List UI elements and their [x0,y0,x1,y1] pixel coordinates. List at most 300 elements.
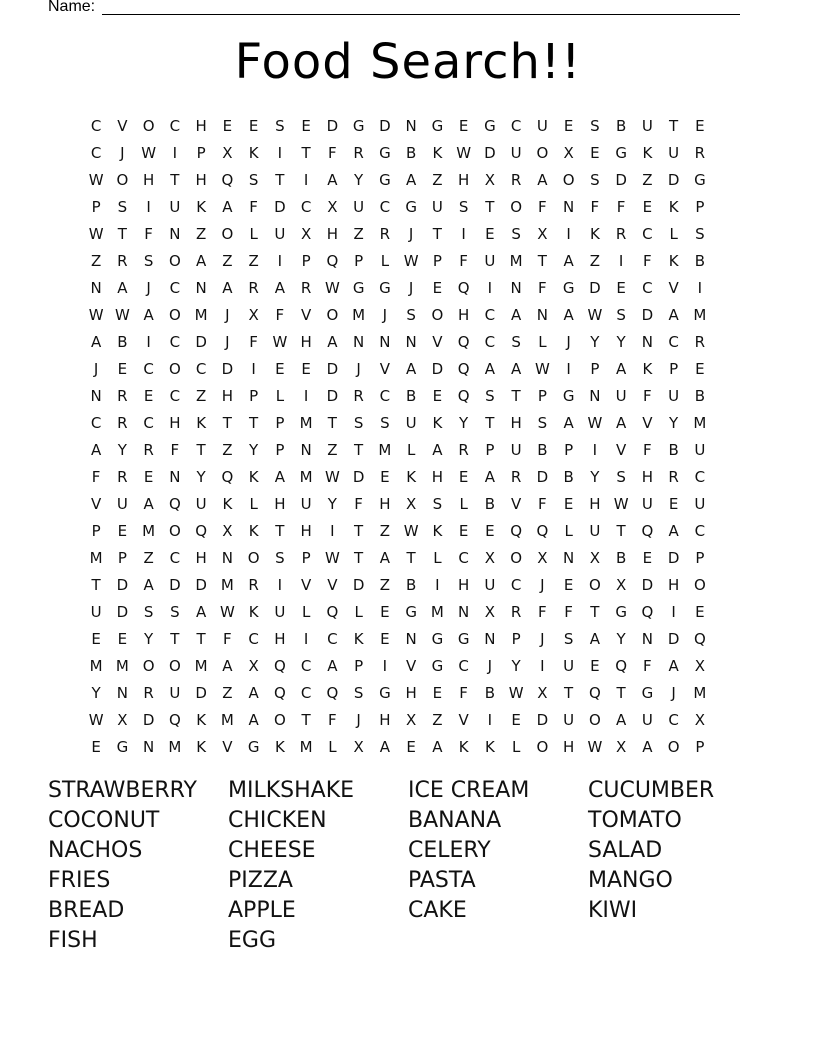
grid-letter: R [143,684,154,703]
grid-letter: I [435,576,440,595]
grid-letter: R [117,386,128,405]
grid-letter: G [116,738,129,757]
grid-letter: X [248,657,259,676]
grid-letter: K [642,143,653,162]
grid-letter: W [613,494,629,513]
grid-letter: X [327,197,338,216]
grid-letter: Z [222,684,233,703]
grid-letter: M [299,467,313,486]
grid-letter: C [300,657,312,676]
grid-letter: C [379,197,391,216]
grid-letter: T [301,143,311,162]
grid-letter: P [669,359,679,378]
grid-letter: L [433,549,442,568]
grid-letter: C [300,684,312,703]
grid-letter: W [272,332,288,351]
grid-letter: M [194,657,208,676]
grid-letter: S [353,413,364,432]
word-list-item: NACHOS [48,838,143,863]
grid-letter: A [589,630,600,649]
grid-letter: S [143,251,154,270]
grid-letter: U [641,494,653,513]
grid-letter: C [510,576,522,595]
grid-letter: A [143,305,154,324]
grid-letter: X [615,576,627,595]
grid-letter: Y [669,413,679,432]
grid-letter: O [510,197,523,216]
grid-letter: G [379,684,391,703]
grid-letter: Q [168,711,181,730]
grid-letter: F [616,197,626,216]
grid-letter: W [88,305,104,324]
grid-letter: X [484,603,496,622]
grid-letter: E [563,576,574,595]
grid-letter: W [324,278,340,297]
grid-letter: Q [588,684,601,703]
grid-letter: F [459,684,468,703]
grid-letter: E [511,711,521,730]
grid-letter: W [219,603,235,622]
grid-row [83,409,713,436]
grid-letter: V [300,305,312,324]
grid-letter: W [88,711,104,730]
grid-letter: H [195,170,207,189]
grid-letter: Q [510,521,523,540]
grid-letter: B [484,684,496,703]
grid-letter: U [510,440,522,459]
grid-letter: K [484,738,495,757]
grid-letter: U [589,521,601,540]
grid-letter: T [301,711,311,730]
grid-letter: G [562,386,575,405]
grid-letter: F [328,711,337,730]
grid-letter: Q [641,603,654,622]
grid-letter: Y [590,332,600,351]
grid-letter: G [405,197,417,216]
grid-letter: C [510,116,522,135]
grid-letter: A [117,278,128,297]
grid-letter: C [668,711,679,730]
grid-letter: E [642,549,653,568]
grid-letter: E [563,116,574,135]
grid-letter: T [485,413,495,432]
grid-letter: A [248,684,259,703]
grid-letter: H [379,711,391,730]
grid-letter: P [301,251,311,270]
grid-row [83,193,713,220]
grid-letter: I [277,576,283,595]
grid-letter: T [590,603,600,622]
grid-letter: E [458,521,469,540]
grid-letter: P [485,440,495,459]
grid-letter: M [693,684,707,703]
grid-row [83,274,713,301]
grid-letter: E [642,197,653,216]
grid-letter: D [274,197,286,216]
word-list-item: COCONUT [48,808,160,833]
grid-letter: T [91,576,101,595]
grid-letter: A [615,413,627,432]
grid-letter: W [508,684,524,703]
grid-letter: A [327,170,338,189]
grid-letter: O [168,305,181,324]
grid-letter: H [195,116,207,135]
grid-letter: L [669,224,678,243]
grid-letter: K [458,738,469,757]
grid-letter: H [457,576,470,595]
grid-letter: C [169,386,181,405]
grid-letter: Y [249,440,259,459]
page-title: Food Search!! [234,34,582,90]
grid-letter: J [540,576,545,595]
grid-letter: C [642,224,653,243]
grid-letter: P [537,386,547,405]
word-list-item: PIZZA [228,868,293,893]
grid-letter: T [669,116,679,135]
grid-letter: X [405,711,417,730]
grid-letter: D [195,576,207,595]
grid-letter: B [405,576,417,595]
grid-letter: C [195,359,207,378]
grid-letter: Y [616,630,626,649]
grid-letter: I [618,251,624,270]
grid-letter: O [221,224,234,243]
word-list-item: APPLE [228,898,296,923]
grid-row [83,707,713,734]
grid-letter: K [222,494,233,513]
grid-letter: J [566,332,571,351]
grid-letter: R [300,278,312,297]
grid-letter: U [116,494,128,513]
grid-letter: Y [354,170,364,189]
grid-letter: I [671,603,676,622]
grid-letter: T [432,224,442,243]
grid-letter: V [510,494,522,513]
grid-row [83,653,713,680]
grid-letter: J [93,359,99,378]
grid-letter: Z [222,440,233,459]
grid-letter: G [615,143,627,162]
grid-letter: M [168,738,182,757]
grid-letter: X [563,143,574,162]
grid-letter: E [695,116,705,135]
grid-letter: A [90,440,102,459]
grid-letter: A [615,359,627,378]
grid-letter: Z [222,251,233,270]
grid-letter: D [641,576,654,595]
grid-letter: F [643,657,652,676]
name-label: Name: [48,0,96,15]
grid-letter: D [379,116,391,135]
grid-letter: A [563,251,574,270]
grid-letter: A [90,332,102,351]
grid-letter: I [461,224,466,243]
grid-letter: M [220,576,234,595]
grid-letter: H [379,494,391,513]
grid-letter: H [641,467,654,486]
grid-letter: T [354,521,364,540]
grid-letter: S [432,494,443,513]
grid-letter: W [88,224,104,243]
grid-letter: T [537,251,547,270]
grid-letter: G [379,278,391,297]
grid-letter: S [563,630,574,649]
grid-letter: E [91,738,101,757]
grid-letter: C [169,332,181,351]
grid-letter: H [457,305,470,324]
grid-letter: J [671,684,676,703]
grid-row [83,301,713,328]
grid-letter: G [457,630,470,649]
grid-letter: X [353,738,364,757]
grid-letter: P [354,251,364,270]
grid-row [83,355,713,382]
word-list-item: FRIES [48,868,111,893]
grid-row [83,463,713,490]
grid-letter: H [667,576,680,595]
grid-letter: B [117,332,128,351]
grid-letter: N [484,630,496,649]
grid-letter: A [537,170,548,189]
grid-letter: Z [195,224,207,243]
grid-letter: R [458,440,469,459]
grid-letter: S [170,603,180,622]
grid-letter: Z [432,170,443,189]
grid-letter: P [511,630,521,649]
grid-letter: D [221,359,234,378]
grid-letter: L [564,521,573,540]
grid-letter: N [300,440,312,459]
grid-letter: S [616,467,626,486]
grid-letter: L [511,738,521,757]
grid-letter: V [300,576,312,595]
grid-letter: F [643,386,652,405]
grid-letter: W [587,738,603,757]
grid-letter: J [225,305,230,324]
grid-row [83,626,713,653]
word-list-item: STRAWBERRY [48,778,197,803]
grid-letter: P [354,657,364,676]
grid-letter: D [536,467,549,486]
grid-letter: L [275,386,285,405]
grid-letter: T [196,630,206,649]
word-list-item: CAKE [408,898,467,923]
grid-letter: O [142,116,155,135]
grid-letter: A [668,521,679,540]
grid-letter: J [120,143,125,162]
grid-letter: E [695,359,705,378]
grid-letter: B [615,116,627,135]
grid-letter: U [563,657,575,676]
grid-letter: R [694,332,706,351]
grid-letter: A [274,467,285,486]
grid-letter: E [485,224,495,243]
grid-letter: Q [457,359,470,378]
grid-letter: G [562,278,575,297]
grid-letter: T [511,386,521,405]
grid-letter: P [695,738,705,757]
grid-letter: Y [144,630,154,649]
grid-letter: F [643,440,652,459]
grid-letter: K [642,359,653,378]
grid-letter: J [356,359,361,378]
grid-letter: O [168,251,181,270]
grid-letter: Q [641,521,654,540]
grid-letter: S [511,224,521,243]
grid-letter: R [615,224,627,243]
grid-letter: B [563,467,574,486]
grid-letter: O [116,170,129,189]
grid-letter: Q [693,630,706,649]
grid-letter: Q [195,521,208,540]
grid-letter: U [484,251,496,270]
grid-letter: Q [457,386,470,405]
grid-letter: K [248,603,259,622]
grid-letter: B [537,440,548,459]
grid-letter: U [169,197,181,216]
grid-row [83,490,713,517]
grid-letter: B [484,494,496,513]
grid-letter: Q [615,657,628,676]
grid-letter: U [274,603,286,622]
grid-letter: F [538,278,547,297]
grid-letter: H [195,549,207,568]
grid-letter: R [353,143,364,162]
grid-letter: E [432,278,443,297]
grid-letter: Q [273,684,286,703]
grid-letter: S [275,116,285,135]
grid-letter: U [405,413,417,432]
grid-letter: C [90,143,102,162]
grid-letter: A [222,278,233,297]
grid-letter: V [642,413,653,432]
grid-letter: V [117,116,128,135]
grid-letter: C [668,332,679,351]
grid-letter: E [458,116,469,135]
word-list-item: ICE CREAM [408,778,530,803]
grid-letter: I [566,359,571,378]
word-list-item: EGG [228,928,276,953]
grid-letter: O [247,549,260,568]
grid-letter: A [510,359,522,378]
grid-letter: C [694,521,706,540]
grid-row [83,572,713,599]
grid-letter: K [668,197,679,216]
grid-letter: D [484,143,496,162]
word-list-item: CHICKEN [228,808,327,833]
grid-letter: L [328,738,337,757]
grid-letter: E [143,467,154,486]
grid-letter: W [324,549,340,568]
grid-letter: G [615,603,627,622]
grid-letter: W [587,305,603,324]
grid-letter: N [405,630,417,649]
grid-letter: A [379,738,390,757]
grid-letter: C [169,278,181,297]
grid-letter: H [274,494,286,513]
grid-letter: S [537,413,548,432]
grid-letter: N [563,197,575,216]
grid-letter: D [326,116,339,135]
grid-letter: G [352,278,365,297]
grid-letter: L [354,603,363,622]
grid-letter: K [406,467,417,486]
grid-letter: E [117,521,128,540]
grid-letter: Z [589,251,601,270]
grid-letter: K [248,467,259,486]
grid-letter: E [432,684,443,703]
grid-letter: R [668,467,679,486]
grid-letter: A [274,278,285,297]
grid-row [83,517,713,544]
grid-letter: K [668,251,679,270]
grid-letter: I [566,224,571,243]
grid-letter: F [590,197,600,216]
grid-letter: G [484,116,496,135]
grid-letter: X [300,224,312,243]
grid-letter: I [146,332,151,351]
grid-letter: W [403,521,419,540]
grid-letter: W [456,143,472,162]
grid-letter: U [668,386,680,405]
grid-letter: V [90,494,102,513]
grid-letter: L [538,332,547,351]
word-list-item: FISH [48,928,98,953]
grid-letter: V [615,440,627,459]
grid-letter: X [405,494,417,513]
grid-letter: Z [353,224,364,243]
grid-row [83,599,713,626]
grid-letter: Y [590,467,600,486]
grid-letter: I [330,521,335,540]
grid-letter: A [615,711,627,730]
word-list-item: BREAD [48,898,125,923]
grid-letter: J [356,711,361,730]
grid-letter: T [170,170,180,189]
grid-row [83,328,713,355]
grid-letter: T [275,170,285,189]
grid-letter: P [91,521,101,540]
grid-row [83,166,713,193]
grid-letter: C [484,305,496,324]
grid-letter: M [430,603,444,622]
grid-letter: S [695,224,705,243]
grid-letter: H [457,170,470,189]
grid-letter: J [408,224,414,243]
grid-letter: F [223,630,232,649]
grid-letter: T [170,630,180,649]
grid-letter: N [90,278,102,297]
grid-letter: C [143,413,154,432]
grid-letter: E [668,494,679,513]
grid-letter: G [379,170,391,189]
grid-letter: E [563,494,574,513]
grid-letter: U [641,711,653,730]
grid-letter: W [587,413,603,432]
grid-row [83,545,713,572]
grid-letter: Y [91,684,101,703]
grid-letter: J [146,278,151,297]
grid-letter: G [431,657,444,676]
grid-letter: C [300,197,312,216]
grid-letter: A [405,170,417,189]
grid-letter: M [378,440,392,459]
grid-letter: I [303,386,309,405]
grid-letter: B [668,440,679,459]
grid-letter: U [169,684,181,703]
grid-letter: D [352,576,365,595]
grid-letter: I [172,143,178,162]
